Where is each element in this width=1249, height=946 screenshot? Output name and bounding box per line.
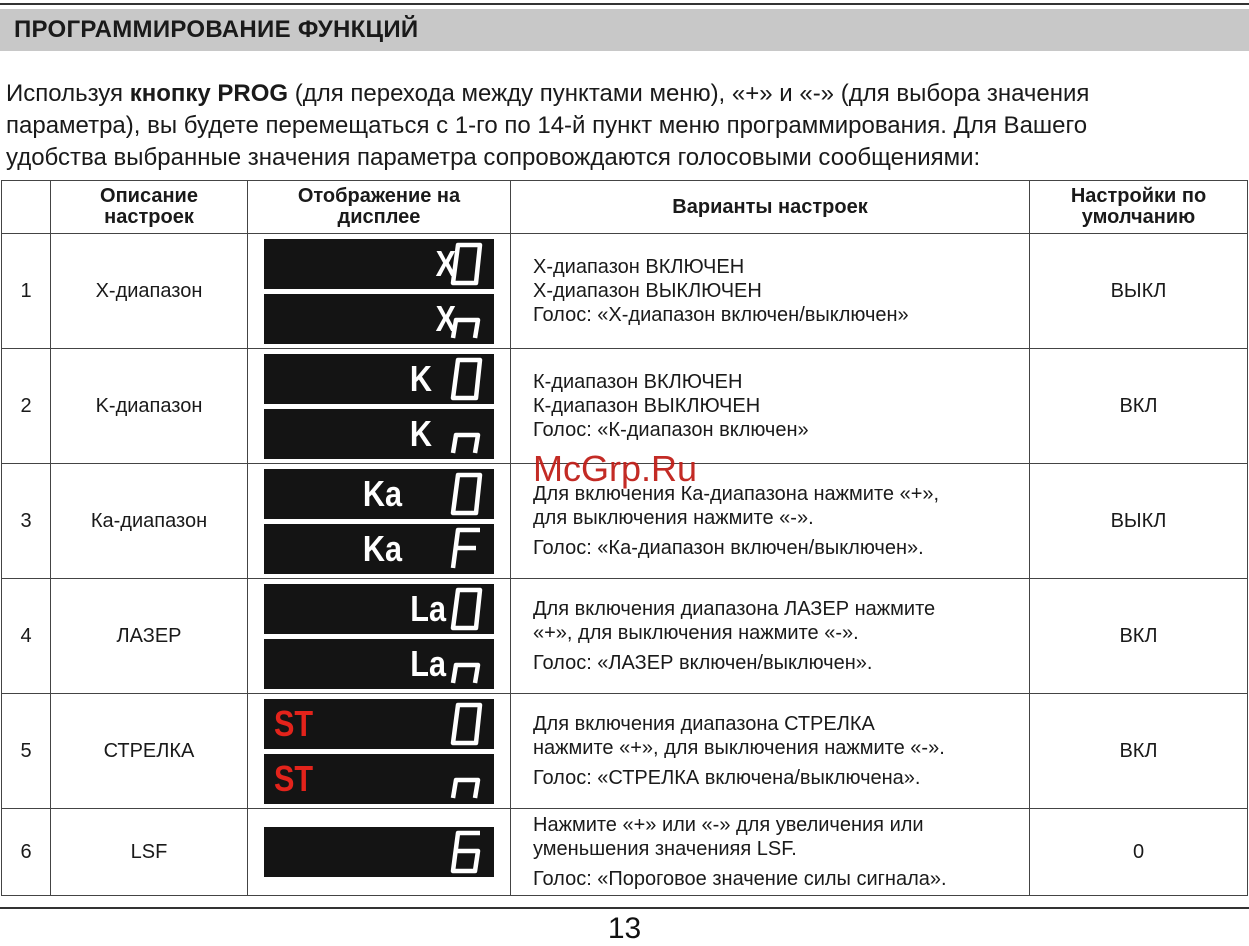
default-value: ВЫКЛ <box>1030 234 1248 349</box>
row-number: 3 <box>2 464 51 579</box>
default-value: ВКЛ <box>1030 349 1248 464</box>
display-code: Ka <box>362 472 402 514</box>
option-line: «+», для выключения нажмите «-». <box>533 622 859 644</box>
table-row <box>2 349 1248 464</box>
display-panel <box>264 699 494 749</box>
table-row <box>2 809 1248 896</box>
letter-n-segment-icon <box>448 411 484 457</box>
top-rule <box>0 3 1249 5</box>
display-cell <box>248 234 511 349</box>
table-row <box>2 694 1248 809</box>
header-desc-text: настроек <box>104 206 194 228</box>
display-panels <box>248 469 510 574</box>
option-line: Голос: «К-диапазон включен» <box>533 419 809 441</box>
display-code: La <box>410 587 446 629</box>
prog-button-name: кнопку PROG <box>129 80 289 107</box>
display-code: La <box>410 642 446 684</box>
default-value: ВКЛ <box>1030 694 1248 809</box>
display-panel <box>264 354 494 404</box>
setting-description: K-диапазон <box>51 349 248 464</box>
digit-0-segment-icon <box>448 701 484 747</box>
option-line: К-диапазон ВКЛЮЧЕН <box>533 371 743 393</box>
table-header-row <box>2 181 1248 234</box>
table-row <box>2 579 1248 694</box>
option-line: Для включения Ка-диапазона нажмите «+», <box>533 483 940 505</box>
header-num <box>2 181 51 234</box>
option-line: Голос: «ЛАЗЕР включен/выключен». <box>533 652 873 674</box>
page-number: 13 <box>607 912 642 945</box>
display-panels <box>248 584 510 689</box>
row-number: 6 <box>2 809 51 896</box>
display-panel <box>264 524 494 574</box>
option-line: Голос: «Пороговое значение силы сигнала». <box>533 868 947 890</box>
display-panel <box>264 469 494 519</box>
display-panels <box>248 827 510 877</box>
digit-0-segment-icon <box>448 241 484 287</box>
display-code: K <box>409 357 432 399</box>
display-code: X <box>435 242 456 284</box>
digit-6-segment-icon <box>448 829 484 875</box>
header-default-text: Настройки по <box>1070 185 1207 207</box>
setting-description: СТРЕЛКА <box>51 694 248 809</box>
row-number: 1 <box>2 234 51 349</box>
display-code: ST <box>274 702 314 744</box>
display-panels <box>248 354 510 459</box>
display-panels <box>248 699 510 804</box>
display-code: K <box>409 412 432 454</box>
header-desc <box>51 181 248 234</box>
header-display <box>248 181 511 234</box>
header-default <box>1030 181 1248 234</box>
table-row <box>2 234 1248 349</box>
option-line: Голос: «СТРЕЛКА включена/выключена». <box>533 767 921 789</box>
option-line: X-диапазон ВКЛЮЧЕН <box>533 256 745 278</box>
display-panel <box>264 409 494 459</box>
option-line: Для включения диапазона СТРЕЛКА <box>533 713 875 735</box>
letter-n-segment-icon <box>448 756 484 802</box>
display-cell <box>248 579 511 694</box>
display-code: X <box>435 297 456 339</box>
intro-line-2: параметра), вы будете перемещаться с 1-го по 14-й пункт меню программирования. Для Вашего <box>6 112 1088 139</box>
option-line: X-диапазон ВЫКЛЮЧЕН <box>533 280 762 302</box>
setting-options <box>511 579 1030 694</box>
display-cell <box>248 349 511 464</box>
section-header <box>0 9 1249 51</box>
intro-text: Используя <box>6 80 130 107</box>
default-value: 0 <box>1030 809 1248 896</box>
default-value: ВЫКЛ <box>1030 464 1248 579</box>
default-value: ВКЛ <box>1030 579 1248 694</box>
watermark: McGrp.Ru <box>533 448 698 489</box>
option-line: Для включения диапазона ЛАЗЕР нажмите <box>533 598 936 620</box>
digit-0-segment-icon <box>448 586 484 632</box>
setting-description: X-диапазон <box>51 234 248 349</box>
intro-paragraph <box>6 78 1246 174</box>
setting-description: LSF <box>51 809 248 896</box>
setting-options <box>511 809 1030 896</box>
setting-description: ЛАЗЕР <box>51 579 248 694</box>
display-code: Ka <box>362 527 402 569</box>
header-display-text: Отображение на <box>297 185 461 207</box>
digit-0-segment-icon <box>448 356 484 402</box>
row-number: 5 <box>2 694 51 809</box>
setting-options <box>511 349 1030 464</box>
header-desc-text: Описание <box>100 185 198 207</box>
settings-table <box>1 180 1248 896</box>
intro-line-3: удобства выбранные значения параметра сопровождаются голосовыми сообщениями: <box>6 144 981 171</box>
option-line: нажмите «+», для выключения нажмите «-». <box>533 737 945 759</box>
header-options: Варианты настроек <box>511 181 1030 234</box>
intro-text: (для перехода между пунктами меню), «+» и «-» (для выбора значения <box>288 80 1090 107</box>
row-number: 2 <box>2 349 51 464</box>
display-panel <box>264 584 494 634</box>
display-panel <box>264 754 494 804</box>
option-line: Голос: «X-диапазон включен/выключен» <box>533 304 909 326</box>
row-number: 4 <box>2 579 51 694</box>
display-panel <box>264 639 494 689</box>
option-line: Нажмите «+» или «-» для увеличения или <box>533 814 924 836</box>
display-cell <box>248 694 511 809</box>
header-display-text: дисплее <box>337 206 421 228</box>
display-panel <box>264 827 494 877</box>
display-cell <box>248 809 511 896</box>
digit-0-segment-icon <box>448 471 484 517</box>
display-panels <box>248 239 510 344</box>
setting-description: Ка-диапазон <box>51 464 248 579</box>
section-title: ПРОГРАММИРОВАНИЕ ФУНКЦИЙ <box>14 16 419 43</box>
letter-f-segment-icon <box>448 526 484 572</box>
bottom-rule <box>0 907 1249 909</box>
display-code: ST <box>274 757 314 799</box>
display-panel <box>264 239 494 289</box>
display-panel <box>264 294 494 344</box>
option-line: для выключения нажмите «-». <box>533 507 814 529</box>
setting-options <box>511 234 1030 349</box>
option-line: К-диапазон ВЫКЛЮЧЕН <box>533 395 761 417</box>
header-default-text: умолчанию <box>1081 206 1196 228</box>
display-cell <box>248 464 511 579</box>
option-line: Голос: «Ка-диапазон включен/выключен». <box>533 537 924 559</box>
letter-n-segment-icon <box>448 641 484 687</box>
option-line: уменьшения значенияя LSF. <box>533 838 797 860</box>
intro-line-1 <box>6 78 1246 110</box>
setting-options <box>511 694 1030 809</box>
letter-n-segment-icon <box>448 296 484 342</box>
